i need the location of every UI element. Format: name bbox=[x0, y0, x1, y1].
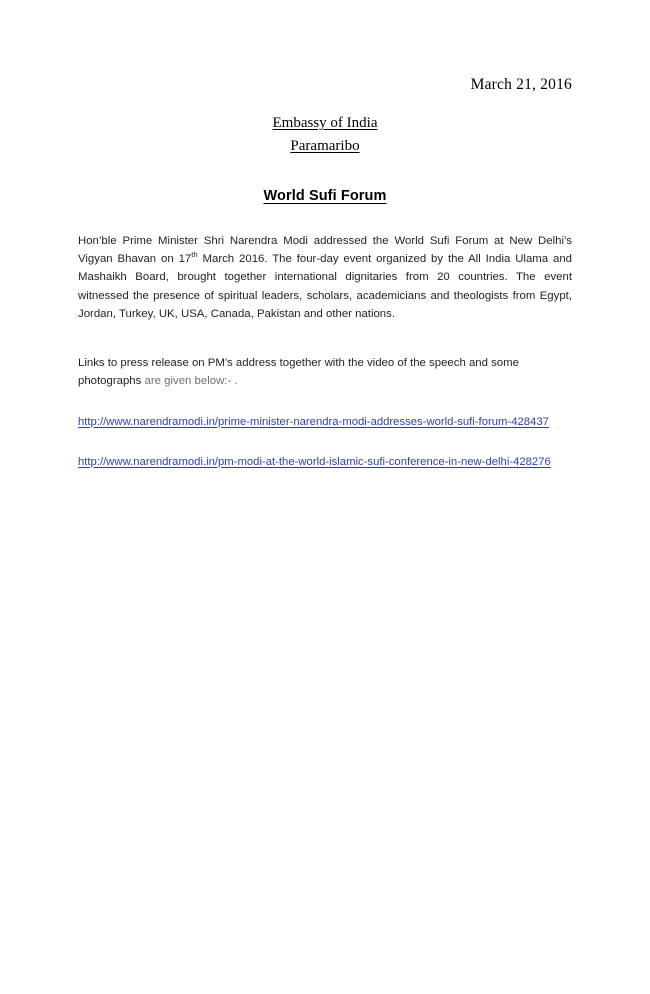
press-release-link-2[interactable]: http://www.narendramodi.in/pm-modi-at-the-world-islamic-sufi-conference-in-new-delhi-428276 bbox=[78, 455, 551, 468]
document-page bbox=[0, 76, 650, 994]
letterhead-line-embassy: Embassy of India bbox=[272, 115, 378, 131]
document-date: March 21, 2016 bbox=[470, 76, 572, 93]
letterhead-line-city: Paramaribo bbox=[290, 137, 360, 154]
body-paragraph bbox=[78, 232, 572, 324]
page-title: World Sufi Forum bbox=[263, 187, 387, 204]
document-letterhead bbox=[78, 113, 572, 158]
links-intro-main: Links to press release on PM's address together with the video of the speech and some photographs bbox=[78, 356, 519, 388]
paragraph-part-two: March 2016. The four-day event organized by the All India Ulama and Mashaikh Board, brought together international dignitaries from 20 countries. The event witnessed the presence of spiritual leaders, scholars, academicians and theologists from Egypt, Jordan, Turkey, UK, USA, Canada, Pakistan and other nations. bbox=[78, 252, 573, 321]
paragraph-part-one: Hon’ble Prime Minister Shri Narendra Modi addressed the World Sufi Forum at New Delhi’s Vigyan Bhavan on 17 bbox=[78, 234, 572, 265]
links-intro-trailing: are given below:- . bbox=[141, 375, 238, 388]
ordinal-suffix: th bbox=[191, 250, 198, 260]
press-release-link-1[interactable]: http://www.narendramodi.in/prime-minister-narendra-modi-addresses-world-sufi-forum-428437 bbox=[78, 415, 549, 428]
links-intro-text bbox=[78, 354, 572, 391]
